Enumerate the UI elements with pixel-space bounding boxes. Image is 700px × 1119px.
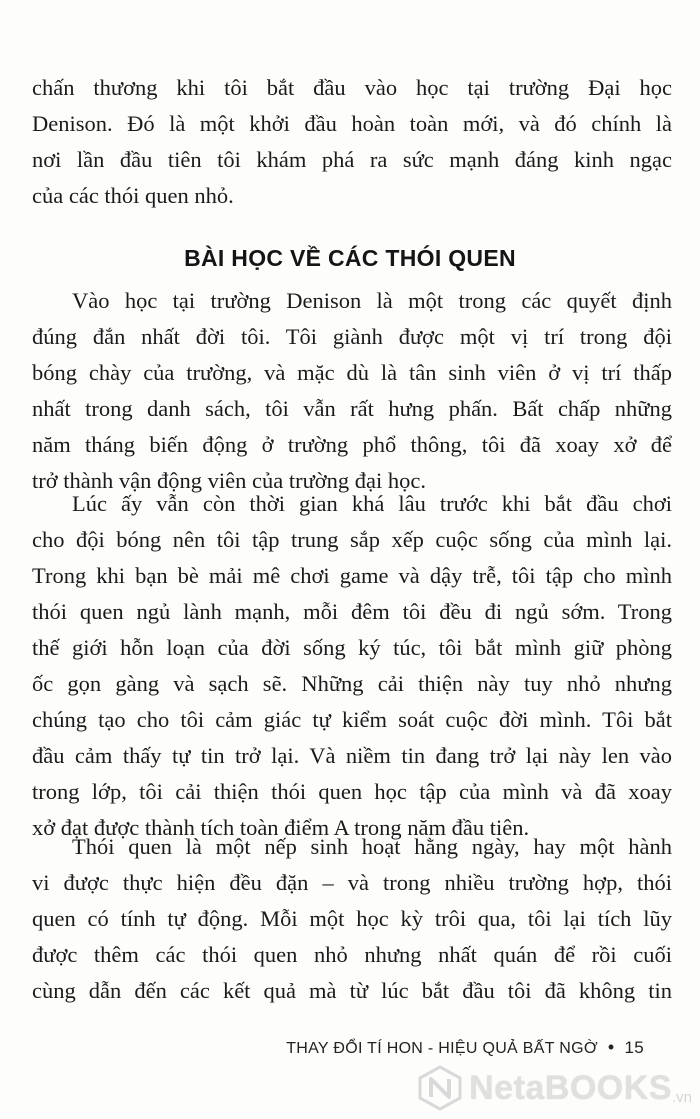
text-line: cho đội bóng nên tôi tập trung sắp xếp cuộc sống của mình lại. — [32, 527, 672, 552]
paragraph-1 — [32, 283, 672, 499]
text-line: đúng đắn nhất đời tôi. Tôi giành được một vị trí trong đội — [32, 324, 672, 349]
neta-n-logo-icon — [417, 1065, 463, 1111]
running-footer — [286, 1034, 644, 1060]
text-line: nơi lần đầu tiên tôi khám phá ra sức mạnh đáng kinh ngạc — [32, 147, 672, 172]
watermark-suffix: .vn — [671, 1089, 692, 1106]
text-line: thói quen ngủ lành mạnh, mỗi đêm tôi đều đi ngủ sớm. Trong — [32, 599, 672, 624]
text-line: chúng tạo cho tôi cảm giác tự kiểm soát cuộc đời mình. Tôi bắt — [32, 707, 672, 732]
watermark-brand: NetaBOOKS — [469, 1068, 672, 1107]
text-line: nhất trong danh sách, tôi vẫn rất hưng phấn. Bất chấp những — [32, 396, 672, 421]
text-line: được thêm các thói quen nhỏ nhưng nhất quán để rồi cuối — [32, 942, 672, 967]
text-line: cùng dẫn đến các kết quả mà từ lúc bắt đầu tôi đã không tin — [32, 978, 672, 1003]
text-line: thế giới hỗn loạn của đời sống ký túc, tôi bắt mình giữ phòng — [32, 635, 672, 660]
paragraph-intro — [32, 70, 672, 214]
text-line: Denison. Đó là một khởi đầu hoàn toàn mới, và đó chính là — [32, 111, 672, 136]
text-line: ốc gọn gàng và sạch sẽ. Những cải thiện này tuy nhỏ nhưng — [32, 671, 672, 696]
text-line: chấn thương khi tôi bắt đầu vào học tại trường Đại học — [32, 75, 672, 100]
text-line: trong lớp, tôi cải thiện thói quen học tập của mình và đã xoay — [32, 779, 672, 804]
text-line: bóng chày của trường, và mặc dù là tân sinh viên ở vị trí thấp — [32, 360, 672, 385]
watermark — [417, 1062, 692, 1114]
text-line: trở thành vận động viên của trường đại học. — [32, 468, 427, 493]
text-line: của các thói quen nhỏ. — [32, 183, 234, 208]
text-line: vi được thực hiện đều đặn – và trong nhiều trường hợp, thói — [32, 870, 672, 895]
text-line: quen có tính tự động. Mỗi một học kỳ trôi qua, tôi lại tích lũy — [32, 906, 672, 931]
text-line: xở đạt được thành tích toàn điểm A trong năm đầu tiên. — [32, 815, 530, 840]
paragraph-2 — [32, 486, 672, 846]
text-line: Thói quen là một nếp sinh hoạt hằng ngày, hay một hành — [72, 834, 672, 859]
paragraph-3 — [32, 829, 672, 1009]
text-line: năm tháng biến động ở trường phổ thông, tôi đã xoay xở để — [32, 432, 672, 457]
text-line: Lúc ấy vẫn còn thời gian khá lâu trước khi bắt đầu chơi — [72, 491, 672, 516]
text-line: Vào học tại trường Denison là một trong các quyết định — [72, 288, 672, 313]
page-number: 15 — [624, 1038, 644, 1057]
text-line: Trong khi bạn bè mải mê chơi game và dậy trễ, tôi tập cho mình — [32, 563, 672, 588]
section-heading: BÀI HỌC VỀ CÁC THÓI QUEN — [184, 245, 516, 271]
footer-book-title: THAY ĐỔI TÍ HON - HIỆU QUẢ BẤT NGỜ — [286, 1040, 598, 1057]
text-line: đầu cảm thấy tự tin trở lại. Và niềm tin đang trở lại này len vào — [32, 743, 672, 768]
footer-separator: • — [607, 1037, 615, 1057]
